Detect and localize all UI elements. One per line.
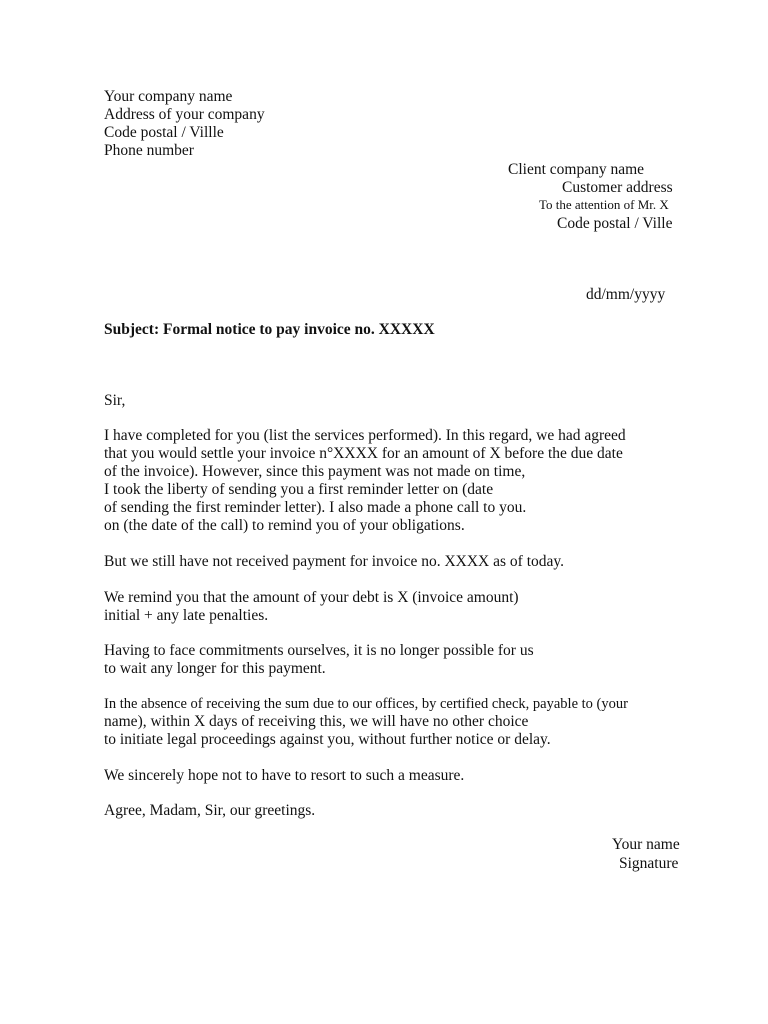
paragraph-closing bbox=[104, 802, 315, 820]
sender-postal: Code postal / Villle bbox=[104, 124, 224, 141]
sender-address: Address of your company bbox=[104, 106, 265, 123]
paragraph-line: initial + any late penalties. bbox=[104, 607, 269, 624]
paragraph-line: to initiate legal proceedings against you, without further notice or delay. bbox=[104, 731, 551, 748]
paragraph-services bbox=[104, 427, 626, 535]
letter-subject: Subject: Formal notice to pay invoice no. XXXXX bbox=[104, 321, 435, 338]
paragraph-line: to wait any longer for this payment. bbox=[104, 660, 326, 677]
paragraph-debt-amount bbox=[104, 589, 519, 625]
paragraph-line: of sending the first reminder letter). I also made a phone call to you. bbox=[104, 499, 527, 516]
recipient-attention: To the attention of Mr. X bbox=[539, 197, 669, 212]
paragraph-line: Having to face commitments ourselves, it is no longer possible for us bbox=[104, 642, 534, 659]
paragraph-legal-action bbox=[104, 695, 628, 749]
letter-greeting: Sir, bbox=[104, 392, 126, 409]
paragraph-commitments bbox=[104, 642, 534, 678]
signature-name: Your name bbox=[612, 836, 680, 853]
paragraph-line: Agree, Madam, Sir, our greetings. bbox=[104, 802, 316, 819]
paragraph-line: In the absence of receiving the sum due to our offices, by certified check, payable to (your bbox=[104, 696, 628, 712]
paragraph-line: But we still have not received payment for invoice no. XXXX as of today. bbox=[104, 553, 564, 570]
paragraph-line: I have completed for you (list the services performed). In this regard, we had agreed bbox=[104, 427, 626, 444]
recipient-postal: Code postal / Ville bbox=[557, 215, 673, 232]
paragraph-line: We sincerely hope not to have to resort to such a measure. bbox=[104, 767, 465, 784]
paragraph-line: on (the date of the call) to remind you of your obligations. bbox=[104, 517, 465, 534]
paragraph-line: of the invoice). However, since this payment was not made on time, bbox=[104, 463, 526, 480]
signature-label: Signature bbox=[619, 855, 679, 872]
paragraph-line: We remind you that the amount of your debt is X (invoice amount) bbox=[104, 589, 519, 606]
recipient-company: Client company name bbox=[508, 161, 645, 178]
paragraph-hope bbox=[104, 767, 464, 785]
paragraph-line: I took the liberty of sending you a first reminder letter on (date bbox=[104, 481, 494, 498]
sender-company: Your company name bbox=[104, 88, 233, 105]
paragraph-line: that you would settle your invoice n°XXXX for an amount of X before the due date bbox=[104, 445, 623, 462]
recipient-address: Customer address bbox=[562, 179, 673, 196]
paragraph-unpaid bbox=[104, 553, 564, 571]
paragraph-line: name), within X days of receiving this, we will have no other choice bbox=[104, 713, 529, 730]
sender-block bbox=[104, 88, 265, 160]
letter-date: dd/mm/yyyy bbox=[586, 286, 666, 303]
sender-phone: Phone number bbox=[104, 142, 194, 159]
